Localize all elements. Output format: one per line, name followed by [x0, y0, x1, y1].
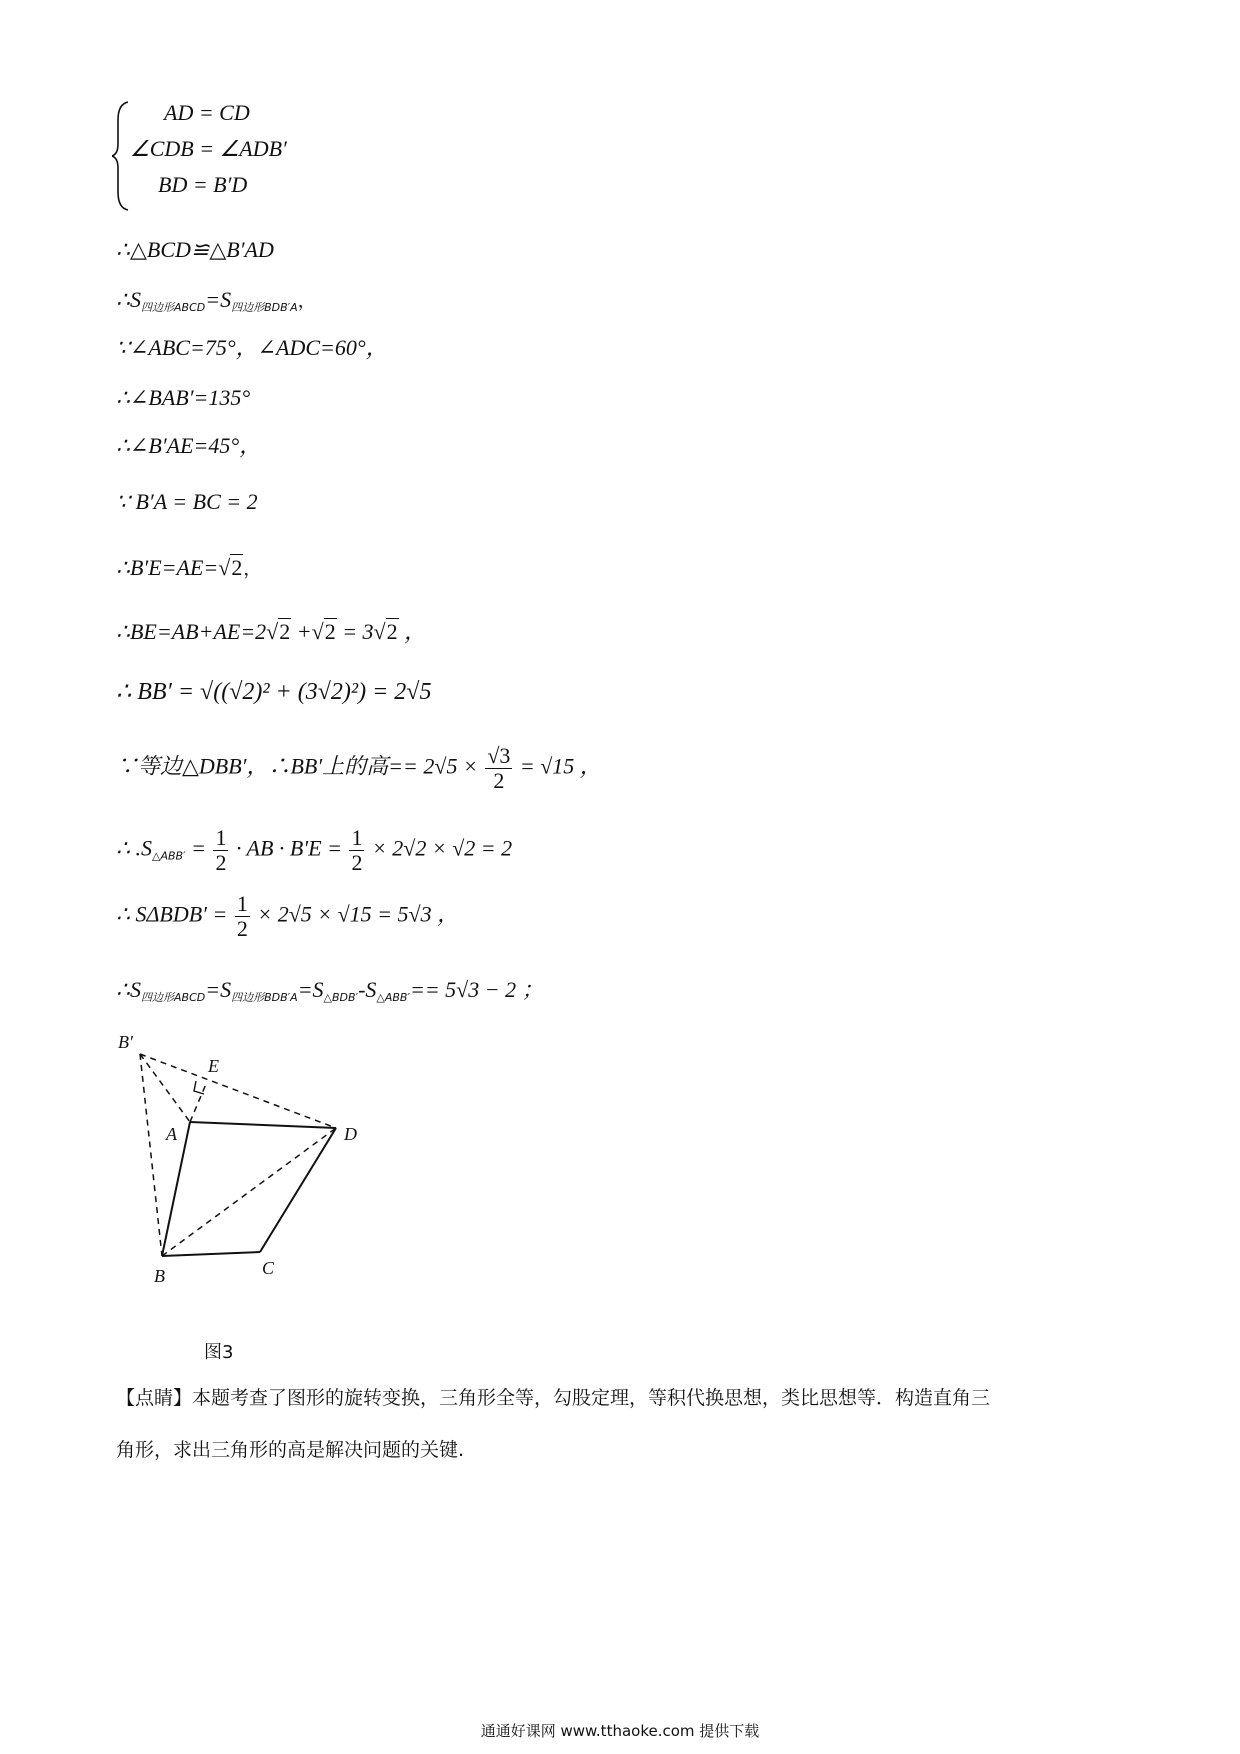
segment-bpd: [140, 1054, 336, 1128]
step-ba-equals-bc: ∵ B′A = BC = 2: [116, 489, 258, 514]
step-final-area: $\therefore S_{四边形ABCD}=S_{四边形BDB'A}=S_{\triangle BDB'}-S_{\triangle ABB'}== 5√3 - 2$ ；: [116, 977, 544, 1004]
step-angle-bae: ∴∠B′AE=45°，: [116, 433, 262, 458]
segment-cd: [260, 1128, 336, 1252]
figure-caption: 图3: [204, 1342, 234, 1363]
step-angle-bab: ∴∠BAB′=135°: [116, 385, 251, 410]
segment-bd: [162, 1128, 336, 1256]
label-d: D: [344, 1124, 357, 1144]
page-footer: 通通好课网 www.tthaoke.com 提供下载: [480, 1722, 760, 1740]
equation-row-2: ∠CDB = ∠ADB′: [130, 136, 287, 161]
left-brace: [112, 100, 132, 212]
step-be-ae: ∴B′E=AE=√2，: [116, 555, 262, 580]
right-angle-mark: [194, 1081, 204, 1094]
fraction: $\frac{√3}{2}$: [487, 743, 511, 793]
fraction: $\frac{1}{2}$: [236, 891, 248, 941]
step-area-abb: ∴ $.S_{\triangle ABB'}$ = $\frac{1}{2}$ · AB · B′E = $\frac{1}{2}$ × 2√2 × √2 = 2: [116, 825, 513, 875]
step-area-equal: $\therefore S_{四边形ABCD}=S_{四边形BDB'A}$，: [116, 287, 316, 314]
comment-line-2: 角形，求出三角形的高是解决问题的关键.: [116, 1439, 465, 1461]
step-triangle-height: ∵等边△DBB′，∴BB′上的高== 2√5 × $\frac{√3}{2}$ = √15 ，: [116, 743, 602, 793]
equation-row-1: AD = CD: [164, 100, 250, 125]
label-b: B: [154, 1266, 165, 1286]
step-bb-length: ∴ BB′ = √((√2)² + (3√2)²) = 2√5: [116, 679, 432, 705]
comment-line-1: 【点睛】本题考查了图形的旋转变换，三角形全等，勾股定理，等积代换思想，类比思想等．构造直角三: [116, 1387, 991, 1409]
segment-bpb: [140, 1054, 162, 1256]
equation-row-3: BD = B′D: [158, 172, 248, 197]
label-a: A: [166, 1124, 177, 1144]
step-congruence: ∴△BCD≌△B′AD: [116, 237, 274, 262]
equation-system: [112, 100, 312, 212]
label-b-prime: B′: [118, 1032, 133, 1052]
segment-ae: [190, 1084, 206, 1122]
geometry-figure: [116, 1028, 396, 1328]
fraction: $\frac{1}{2}$: [215, 825, 227, 875]
label-e: E: [208, 1056, 219, 1076]
label-c: C: [262, 1258, 275, 1278]
step-area-bdb: ∴ SΔBDB′ = $\frac{1}{2}$ × 2√5 × √15 = 5√3 ，: [116, 891, 460, 941]
step-given-angles: ∵∠ABC=75°，∠ADC=60°，: [116, 335, 388, 360]
segment-ad: [190, 1122, 336, 1128]
step-be-length: ∴BE=AB+AE=2√2 +√2 = 3√2 ，: [116, 619, 427, 644]
segment-bc: [162, 1252, 260, 1256]
fraction: $\frac{1}{2}$: [351, 825, 363, 875]
